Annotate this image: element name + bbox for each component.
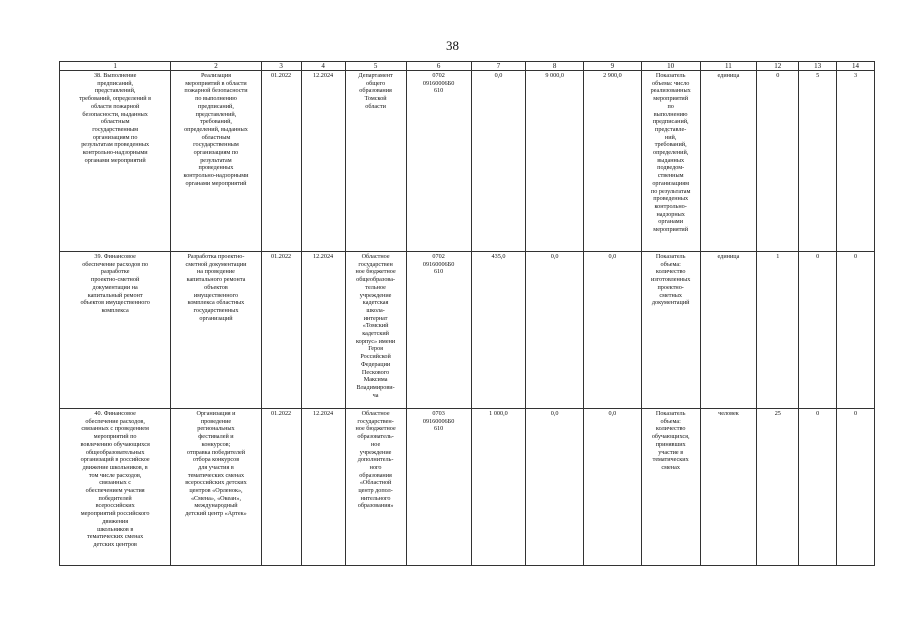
column-number-row bbox=[60, 62, 875, 71]
executor-cell: Департамент общего образования Томской области bbox=[345, 71, 406, 252]
column-number: 5 bbox=[345, 62, 406, 71]
unit-cell: единица bbox=[700, 71, 757, 252]
indicator-cell: Показатель объема: количество изготовленных проектно- сметных документаций bbox=[641, 252, 700, 409]
amount-cell: 0,0 bbox=[526, 252, 584, 409]
value-cell: 3 bbox=[837, 71, 875, 252]
executor-cell: Областное государствен ное бюджетное общеобразова- тельное учреждение кадетская школа- интернат «Томский кадетский корпус» имени Героя Российской Федерации Пескового Максима Владимирови- ча bbox=[345, 252, 406, 409]
program-table bbox=[59, 61, 875, 566]
column-number: 12 bbox=[757, 62, 799, 71]
column-number: 13 bbox=[799, 62, 837, 71]
page-number: 38 bbox=[446, 38, 459, 53]
value-cell: 25 bbox=[757, 409, 799, 566]
column-number: 1 bbox=[60, 62, 171, 71]
amount-cell: 0,0 bbox=[584, 409, 642, 566]
column-number: 14 bbox=[837, 62, 875, 71]
measure-name-cell: 40. Финансовое обеспечение расходов, связанных с проведением мероприятий по вовлечению обучающихся общеобразовательных организаций в российское движение школьников, в том числе расходов, связанных с обеспечением участия победителей всероссийских мероприятий российского движения школьников в тематических сменах детских центров bbox=[60, 409, 171, 566]
value-cell: 0 bbox=[837, 409, 875, 566]
amount-cell: 0,0 bbox=[526, 409, 584, 566]
value-cell: 5 bbox=[799, 71, 837, 252]
value-cell: 0 bbox=[757, 71, 799, 252]
activity-cell: Реализация мероприятий в области пожарной безопасности по выполнению предписаний, представлений, требований, определений, выданных областным государственным организациям по результатам проведенных контрольно-надзорными органами мероприятий bbox=[171, 71, 261, 252]
indicator-cell: Показатель объема: число реализованных мероприятий по выполнению предписаний, представле- ний, требований, определений, выданных подведом- ственным организациям по результатам проведенных контрольно- надзорных органами мероприятий bbox=[641, 71, 700, 252]
activity-cell: Организация и проведение региональных фестивалей и конкурсов; отправка победителей отбора конкурсов для участия в тематических сменах всероссийских детских центров «Орленок», «Смена», «Океан», международный детский центр «Артек» bbox=[171, 409, 261, 566]
column-number: 3 bbox=[261, 62, 301, 71]
column-number: 11 bbox=[700, 62, 757, 71]
unit-cell: человек bbox=[700, 409, 757, 566]
table-row bbox=[60, 252, 875, 409]
column-number: 2 bbox=[171, 62, 261, 71]
amount-cell: 1 000,0 bbox=[471, 409, 526, 566]
start-date-cell: 01.2022 bbox=[261, 252, 301, 409]
activity-cell: Разработка проектно- сметной документации на проведение капитального ремонта объектов имущественного комплекса областных государственных организаций bbox=[171, 252, 261, 409]
budget-code-cell: 0702 09160006Б0 610 bbox=[406, 252, 471, 409]
budget-code-cell: 0702 09160006Б0 610 bbox=[406, 71, 471, 252]
column-number: 10 bbox=[641, 62, 700, 71]
executor-cell: Областное государствен- ное бюджетное образователь- ное учреждение дополнитель- ного образования «Областной центр допол- нительного образования» bbox=[345, 409, 406, 566]
start-date-cell: 01.2022 bbox=[261, 409, 301, 566]
amount-cell: 0,0 bbox=[471, 71, 526, 252]
unit-cell: единица bbox=[700, 252, 757, 409]
measure-name-cell: 38. Выполнение предписаний, представлений, требований, определений в области пожарной безопасности, выданных областным государственным организациям по результатам проведенных контрольно-надзорными органами мероприятий bbox=[60, 71, 171, 252]
value-cell: 0 bbox=[799, 409, 837, 566]
amount-cell: 2 900,0 bbox=[584, 71, 642, 252]
value-cell: 0 bbox=[837, 252, 875, 409]
table-row bbox=[60, 71, 875, 252]
amount-cell: 9 000,0 bbox=[526, 71, 584, 252]
start-date-cell: 01.2022 bbox=[261, 71, 301, 252]
table-row bbox=[60, 409, 875, 566]
column-number: 4 bbox=[301, 62, 345, 71]
column-number: 9 bbox=[584, 62, 642, 71]
amount-cell: 0,0 bbox=[584, 252, 642, 409]
end-date-cell: 12.2024 bbox=[301, 71, 345, 252]
column-number: 8 bbox=[526, 62, 584, 71]
end-date-cell: 12.2024 bbox=[301, 409, 345, 566]
column-number: 7 bbox=[471, 62, 526, 71]
budget-code-cell: 0703 09160006Б0 610 bbox=[406, 409, 471, 566]
amount-cell: 435,0 bbox=[471, 252, 526, 409]
value-cell: 0 bbox=[799, 252, 837, 409]
column-number: 6 bbox=[406, 62, 471, 71]
measure-name-cell: 39. Финансовое обеспечение расходов по разработке проектно-сметной документации на капитальный ремонт объектов имущественного комплекса bbox=[60, 252, 171, 409]
value-cell: 1 bbox=[757, 252, 799, 409]
indicator-cell: Показатель объема: количество обучающихся, принявших участие в тематических сменах bbox=[641, 409, 700, 566]
end-date-cell: 12.2024 bbox=[301, 252, 345, 409]
